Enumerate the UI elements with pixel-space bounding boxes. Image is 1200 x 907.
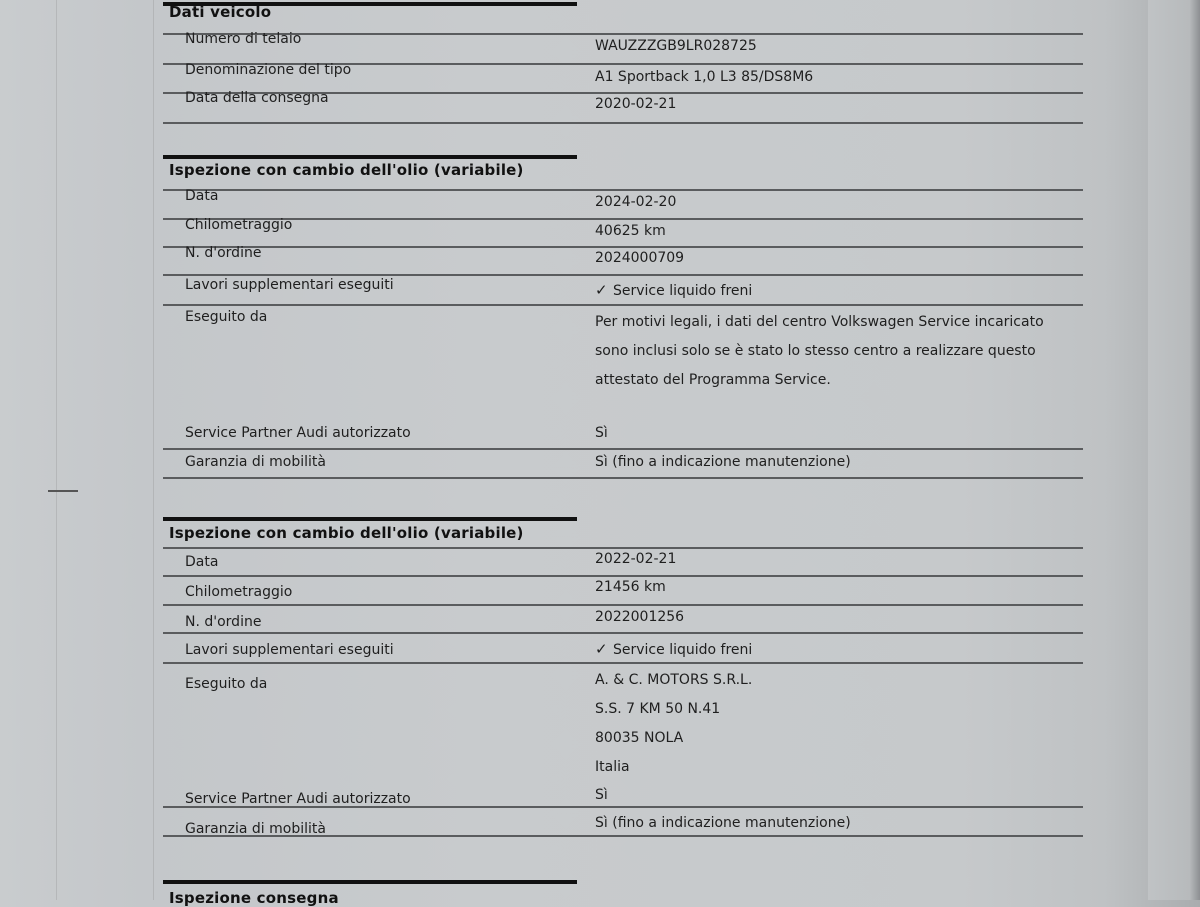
row-value-vin: WAUZZZGB9LR028725 [595, 38, 757, 54]
row-label: Data [185, 554, 219, 570]
table-row [163, 217, 1083, 248]
page-edge-shadow [1148, 0, 1200, 900]
header-underline [163, 184, 1083, 191]
dealer-name: A. & C. MOTORS S.R.L. [595, 672, 753, 688]
dealer-country: Italia [595, 759, 630, 775]
row-value-mobility-warranty: Sì (fino a indicazione manutenzione) [595, 454, 851, 470]
row-label: N. d'ordine [185, 614, 262, 630]
row-label: Data [185, 188, 219, 204]
row-label: N. d'ordine [185, 245, 262, 261]
row-label: Data della consegna [185, 90, 329, 106]
row-value-authorized-partner: Sì [595, 425, 608, 441]
table-row [163, 31, 1083, 65]
table-row [163, 577, 1083, 606]
table-row [163, 549, 1083, 577]
row-label: Lavori supplementari eseguiti [185, 277, 394, 293]
table-row [163, 90, 1083, 124]
row-value-delivery-date: 2020-02-21 [595, 96, 677, 112]
text-line: sono inclusi solo se è stato lo stesso centro a realizzare questo [595, 343, 1036, 359]
row-value-extra-work [595, 281, 752, 299]
fold-line [56, 0, 57, 900]
row-label: Garanzia di mobilità [185, 821, 326, 837]
row-value-date: 2022-02-21 [595, 551, 677, 567]
row-label: Numero di telaio [185, 31, 302, 47]
row-label: Lavori supplementari eseguiti [185, 642, 394, 658]
checkmark-icon: ✓ [595, 281, 608, 299]
row-value-performed-by [595, 666, 752, 782]
row-label: Chilometraggio [185, 217, 293, 233]
row-value-order-number: 2024000709 [595, 250, 685, 266]
row-value-mileage: 40625 km [595, 223, 666, 239]
table-row-performed-by [163, 664, 1083, 784]
text-line: Per motivi legali, i dati del centro Volkswagen Service incaricato [595, 314, 1044, 330]
row-value-date: 2024-02-20 [595, 194, 677, 210]
row-label: Service Partner Audi autorizzato [185, 425, 411, 441]
row-value-mileage: 21456 km [595, 579, 666, 595]
fold-line [153, 0, 154, 900]
table-row [163, 276, 1083, 306]
text-line: attestato del Programma Service. [595, 372, 831, 388]
row-value-authorized-partner: Sì [595, 787, 608, 803]
row-value-extra-work [595, 640, 752, 658]
row-value-mobility-warranty: Sì (fino a indicazione manutenzione) [595, 815, 851, 831]
row-value-order-number: 2022001256 [595, 609, 685, 625]
table-row [163, 634, 1083, 664]
row-label: Service Partner Audi autorizzato [185, 791, 411, 807]
row-label: Eseguito da [185, 676, 268, 692]
table-row [163, 450, 1083, 479]
section-title: Ispezione con cambio dell'olio (variabile) [169, 161, 524, 179]
section-divider-bar [163, 155, 577, 159]
row-value-model: A1 Sportback 1,0 L3 85/DS8M6 [595, 69, 814, 85]
checkmark-icon: ✓ [595, 640, 608, 658]
row-label: Denominazione del tipo [185, 62, 352, 78]
section-title: Ispezione con cambio dell'olio (variabile) [169, 524, 524, 542]
extra-work-text: Service liquido freni [613, 642, 753, 658]
row-label: Eseguito da [185, 309, 268, 325]
dealer-city: 80035 NOLA [595, 730, 684, 746]
row-value-performed-by [595, 308, 1044, 395]
row-label: Chilometraggio [185, 584, 293, 600]
table-row [163, 606, 1083, 634]
section-divider-bar [163, 880, 577, 884]
table-row [163, 784, 1083, 808]
section-title: Ispezione consegna [169, 889, 339, 907]
dealer-street: S.S. 7 KM 50 N.41 [595, 701, 721, 717]
table-row [163, 245, 1083, 276]
table-row [163, 420, 1083, 450]
margin-mark [48, 490, 78, 492]
section-divider-bar [163, 517, 577, 521]
section-title: Dati veicolo [169, 3, 272, 21]
row-label: Garanzia di mobilità [185, 454, 326, 470]
extra-work-text: Service liquido freni [613, 283, 753, 299]
table-row [163, 808, 1083, 837]
table-row [163, 188, 1083, 220]
